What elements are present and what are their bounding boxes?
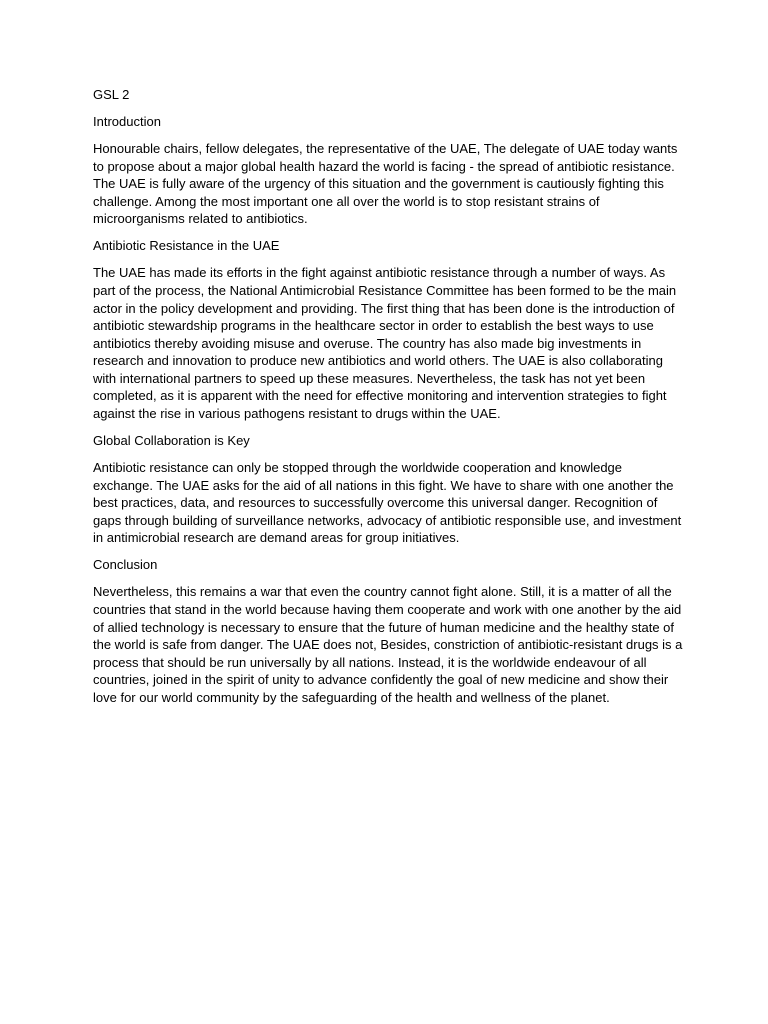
paragraph-antibiotic-resistance-uae: The UAE has made its efforts in the fight against antibiotic resistance through a number of ways. As part of the process, the National Antimicrobial Resistance Committee has been formed to be the main actor in the policy development and providing. The first thing that has been done is the introduction of antibiotic stewardship programs in the healthcare sector in order to establish the best ways to use antibiotics thereby avoiding misuse and overuse. The country has also made big investments in research and innovation to produce new antibiotics and world others. The UAE is also collaborating with international partners to speed up these measures. Nevertheless, the task has not yet been completed, as it is apparent with the need for effective monitoring and intervention strategies to fight against the rise in various pathogens resistant to drugs within the UAE. bbox=[93, 265, 677, 422]
document-body bbox=[93, 86, 683, 716]
paragraph-conclusion: Nevertheless, this remains a war that even the country cannot fight alone. Still, it is a matter of all the countries that stand in the world because having them cooperate and work with one another by the aid of allied technology is necessary to ensure that the future of human medicine and the healthy state of the world is safe from danger. The UAE does not, Besides, constriction of antibiotic-resistant drugs is a process that should be run universally by all nations. Instead, it is the worldwide endeavour of all countries, joined in the spirit of unity to advance confidently the goal of new medicine and show their love for our world community by the safeguarding of the health and wellness of the planet. bbox=[93, 584, 683, 705]
paragraph-global-collaboration: Antibiotic resistance can only be stopped through the worldwide cooperation and knowledge exchange. The UAE asks for the aid of all nations in this fight. We have to share with one another the best practices, data, and resources to successfully overcome this universal danger. Recognition of gaps through building of surveillance networks, advocacy of antibiotic responsible use, and investment in antimicrobial research are demand areas for group initiatives. bbox=[93, 460, 682, 546]
paragraph-introduction: Honourable chairs, fellow delegates, the representative of the UAE, The delegate of UAE today wants to propose about a major global health hazard the world is facing - the spread of antibiotic resistance. The UAE is fully aware of the urgency of this situation and the government is cautiously fighting this challenge. Among the most important one all over the world is to stop resistant strains of microorganisms related to antibiotics. bbox=[93, 140, 678, 227]
heading-introduction: Introduction bbox=[93, 113, 161, 129]
heading-conclusion: Conclusion bbox=[93, 557, 158, 573]
heading-global-collaboration: Global Collaboration is Key bbox=[93, 433, 250, 449]
heading-antibiotic-resistance-uae: Antibiotic Resistance in the UAE bbox=[93, 238, 280, 254]
document-code: GSL 2 bbox=[93, 87, 130, 102]
